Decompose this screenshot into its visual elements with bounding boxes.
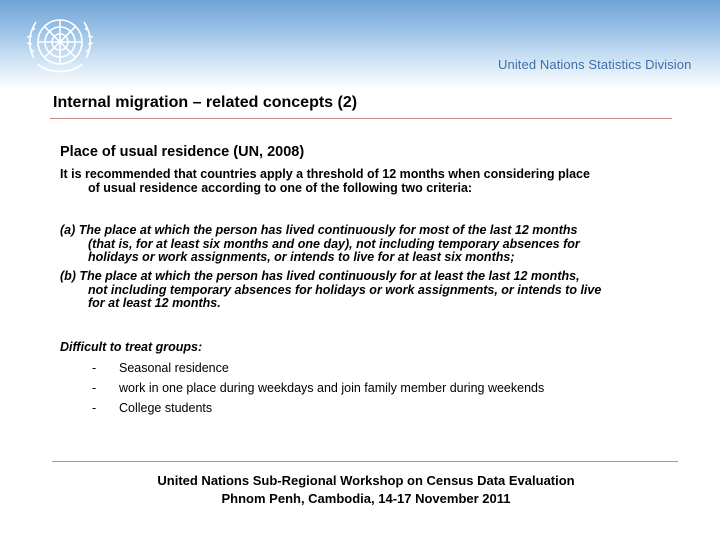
- list-item-text: College students: [119, 401, 213, 415]
- slide-title: Internal migration – related concepts (2): [53, 94, 358, 111]
- difficult-groups-heading: Difficult to treat groups:: [60, 340, 203, 354]
- dash-marker: -: [92, 361, 97, 375]
- organization-name: United Nations Statistics Division: [498, 57, 692, 72]
- criterion-b: [60, 270, 670, 311]
- list-item: [92, 378, 544, 398]
- footer-workshop: United Nations Sub-Regional Workshop on Census Data Evaluation: [157, 473, 575, 488]
- criterion-b-line-2: not including temporary absences for holidays or work assignments, or intends to live: [88, 282, 602, 297]
- un-emblem-icon: [20, 8, 100, 80]
- criterion-a-line-1: (a) The place at which the person has lived continuously for most of the last 12 months: [60, 223, 578, 237]
- title-divider: [50, 118, 672, 119]
- footer-location-date: Phnom Penh, Cambodia, 14-17 November 2011: [221, 491, 511, 506]
- criterion-a-line-2: (that is, for at least six months and one day), not including temporary absences for: [88, 236, 580, 251]
- criterion-b-line-1: (b) The place at which the person has lived continuously for at least the last 12 months,: [60, 269, 580, 283]
- list-item: [92, 398, 544, 418]
- intro-paragraph: [60, 168, 670, 195]
- intro-line-2: of usual residence according to one of the following two criteria:: [88, 180, 473, 195]
- list-item-text: work in one place during weekdays and join family member during weekends: [119, 381, 545, 395]
- dash-marker: -: [92, 401, 97, 415]
- header-band: [0, 0, 720, 90]
- criterion-a-line-3: holidays or work assignments, or intends to live for at least six months;: [88, 250, 515, 264]
- dash-marker: -: [92, 381, 97, 395]
- section-subtitle: Place of usual residence (UN, 2008): [60, 144, 305, 160]
- criterion-a: [60, 224, 670, 265]
- list-item-text: Seasonal residence: [119, 361, 229, 375]
- difficult-groups-list: [92, 358, 544, 418]
- criterion-b-line-3: for at least 12 months.: [88, 296, 221, 310]
- intro-line-1: It is recommended that countries apply a threshold of 12 months when considering place: [60, 167, 590, 181]
- list-item: [92, 358, 544, 378]
- footer-divider: [52, 461, 678, 462]
